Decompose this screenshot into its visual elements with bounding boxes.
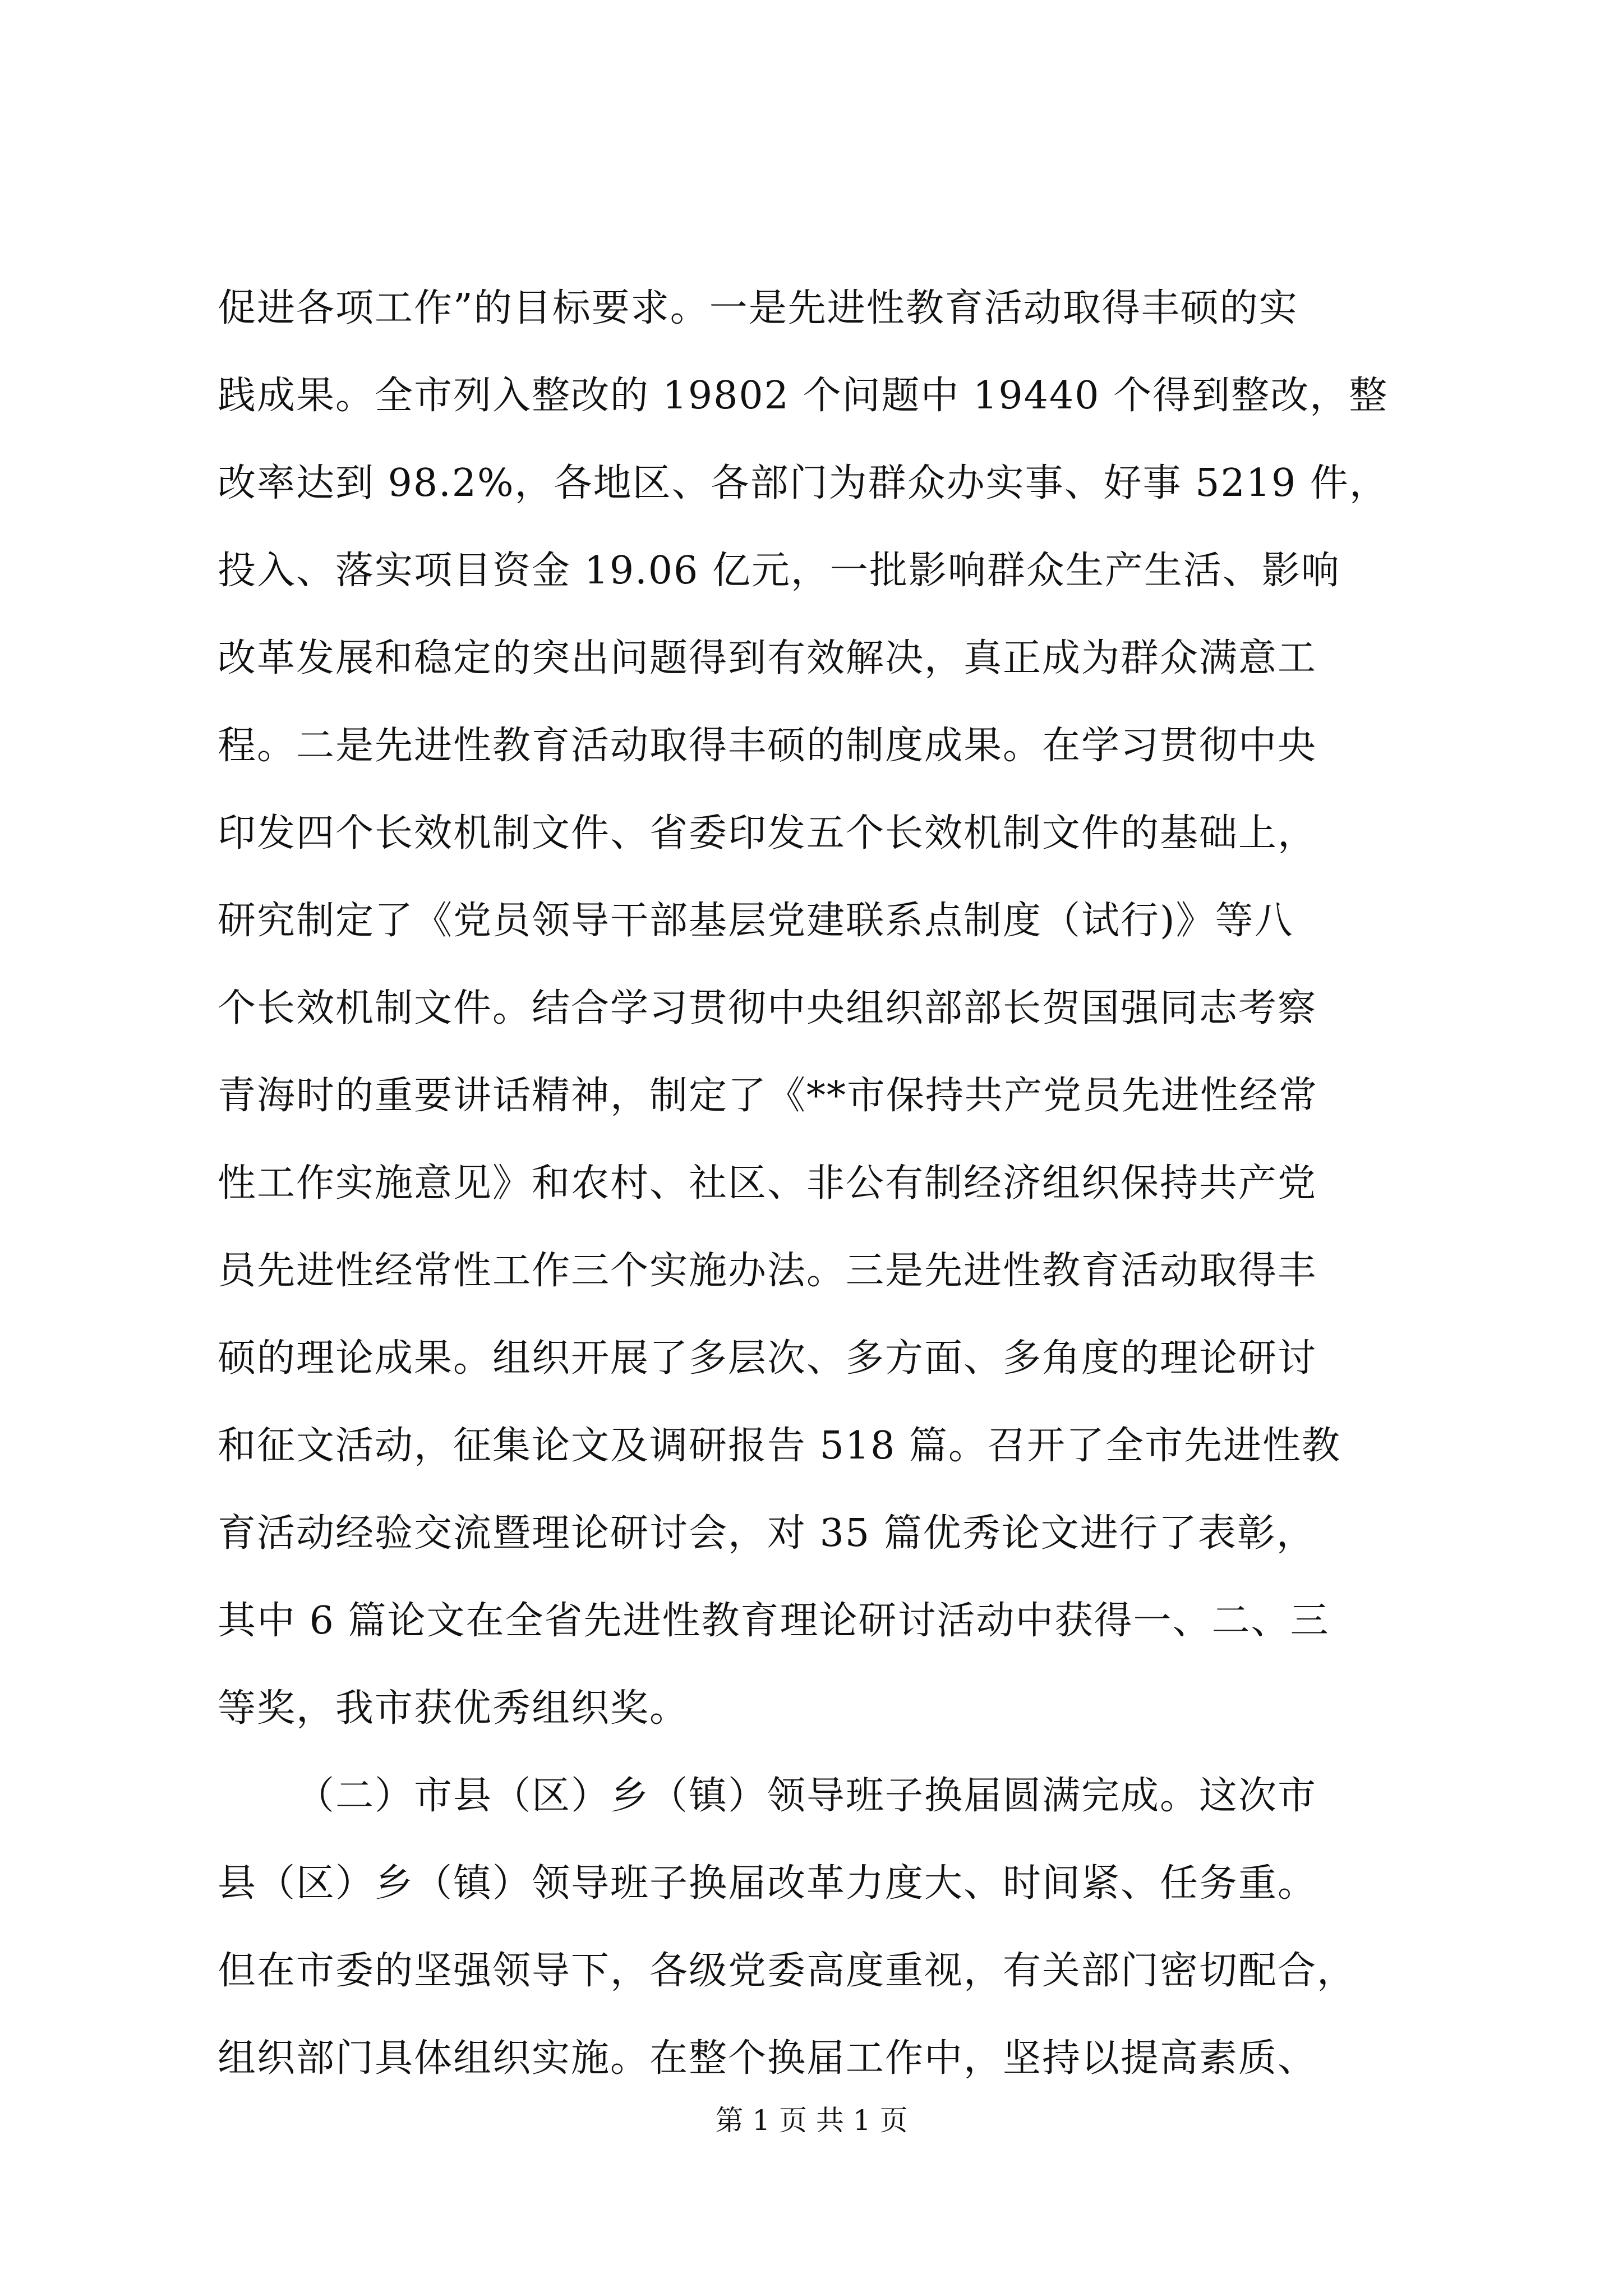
- text-line: 个长效机制文件。结合学习贯彻中央组织部部长贺国强同志考察: [218, 986, 1317, 1030]
- text-line: 组织部门具体组织实施。在整个换届工作中，坚持以提高素质、: [218, 2036, 1317, 2081]
- document-body: [218, 265, 1411, 2102]
- text-line: 育活动经验交流暨理论研讨会，对 35 篇优秀论文进行了表彰，: [218, 1511, 1316, 1556]
- text-line: 县（区）乡（镇）领导班子换届改革力度大、时间紧、任务重。: [218, 1861, 1317, 1906]
- text-line: 投入、落实项目资金 19.06 亿元，一批影响群众生产生活、影响: [218, 549, 1340, 593]
- text-line: 和征文活动，征集论文及调研报告 518 篇。召开了全市先进性教: [218, 1424, 1341, 1468]
- text-line: 改率达到 98.2%，各地区、各部门为群众办实事、好事 5219 件，: [218, 461, 1389, 505]
- text-line: 程。二是先进性教育活动取得丰硕的制度成果。在学习贯彻中央: [218, 724, 1317, 768]
- text-line: 其中 6 篇论文在全省先进性教育理论研讨活动中获得一、二、三: [218, 1599, 1330, 1643]
- text-line: 改革发展和稳定的突出问题得到有效解决，真正成为群众满意工: [218, 636, 1317, 680]
- text-line: 等奖，我市获优秀组织奖。: [218, 1686, 689, 1731]
- page-footer: 第 1 页 共 1 页: [715, 2104, 908, 2137]
- section-heading-line: （二）市县（区）乡（镇）领导班子换届圆满完成。这次市: [296, 1774, 1317, 1818]
- text-line: 性工作实施意见》和农村、社区、非公有制经济组织保持共产党: [218, 1161, 1317, 1205]
- text-line: 研究制定了《党员领导干部基层党建联系点制度（试行)》等八: [218, 899, 1294, 943]
- text-line: 硕的理论成果。组织开展了多层次、多方面、多角度的理论研讨: [218, 1336, 1317, 1381]
- text-line: 印发四个长效机制文件、省委印发五个长效机制文件的基础上，: [218, 811, 1317, 855]
- text-line: 践成果。全市列入整改的 19802 个问题中 19440 个得到整改，整: [218, 374, 1389, 418]
- text-line: 但在市委的坚强领导下，各级党委高度重视，有关部门密切配合，: [218, 1949, 1357, 1993]
- text-line: 青海时的重要讲话精神，制定了《**市保持共产党员先进性经常: [218, 1074, 1318, 1118]
- text-line: 员先进性经常性工作三个实施办法。三是先进性教育活动取得丰: [218, 1249, 1317, 1293]
- text-line: 促进各项工作”的目标要求。一是先进性教育活动取得丰硕的实: [218, 286, 1298, 330]
